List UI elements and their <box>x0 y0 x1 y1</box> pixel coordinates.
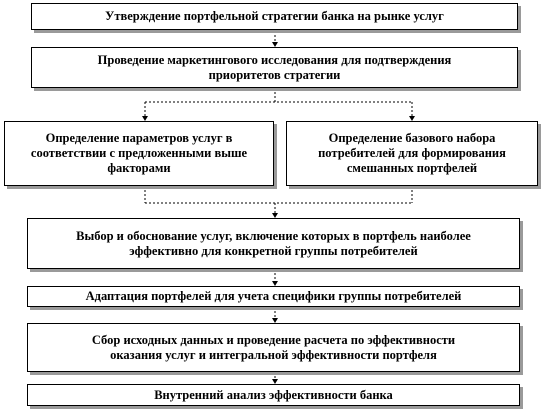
step-efficiency-calculation <box>27 323 520 372</box>
step-service-selection-label: Выбор и обоснование услуг, включение которых в портфель наиболее эффективно для конкретной группы потребителей <box>76 228 471 258</box>
step-service-parameters <box>4 121 274 186</box>
step-portfolio-adaptation-label: Адаптация портфелей для учета специфики группы потребителей <box>85 289 462 303</box>
step-portfolio-adaptation <box>27 286 520 307</box>
step-internal-analysis-label: Внутренний анализ эффективности банка <box>154 387 393 402</box>
step-service-parameters-label: Определение параметров услуг в соответствии с предложенными выше факторами <box>30 131 248 175</box>
step-service-selection <box>27 218 520 269</box>
step-consumer-base <box>286 121 538 186</box>
step-internal-analysis <box>27 384 520 406</box>
step-marketing-research <box>31 47 518 88</box>
step-marketing-research-label: Проведение маркетингового исследования для подтверждения приоритетов стратегии <box>97 52 452 82</box>
step-efficiency-calculation-label: Сбор исходных данных и проведение расчета по эффективности оказания услуг и интегральной эффективности портфеля <box>91 332 456 362</box>
step-approve-strategy-label: Утверждение портфельной стратегии банка на рынке услуг <box>105 9 444 23</box>
step-approve-strategy <box>31 3 518 30</box>
step-consumer-base-label: Определение базового набора потребителей для формирования смешанных портфелей <box>318 131 506 175</box>
